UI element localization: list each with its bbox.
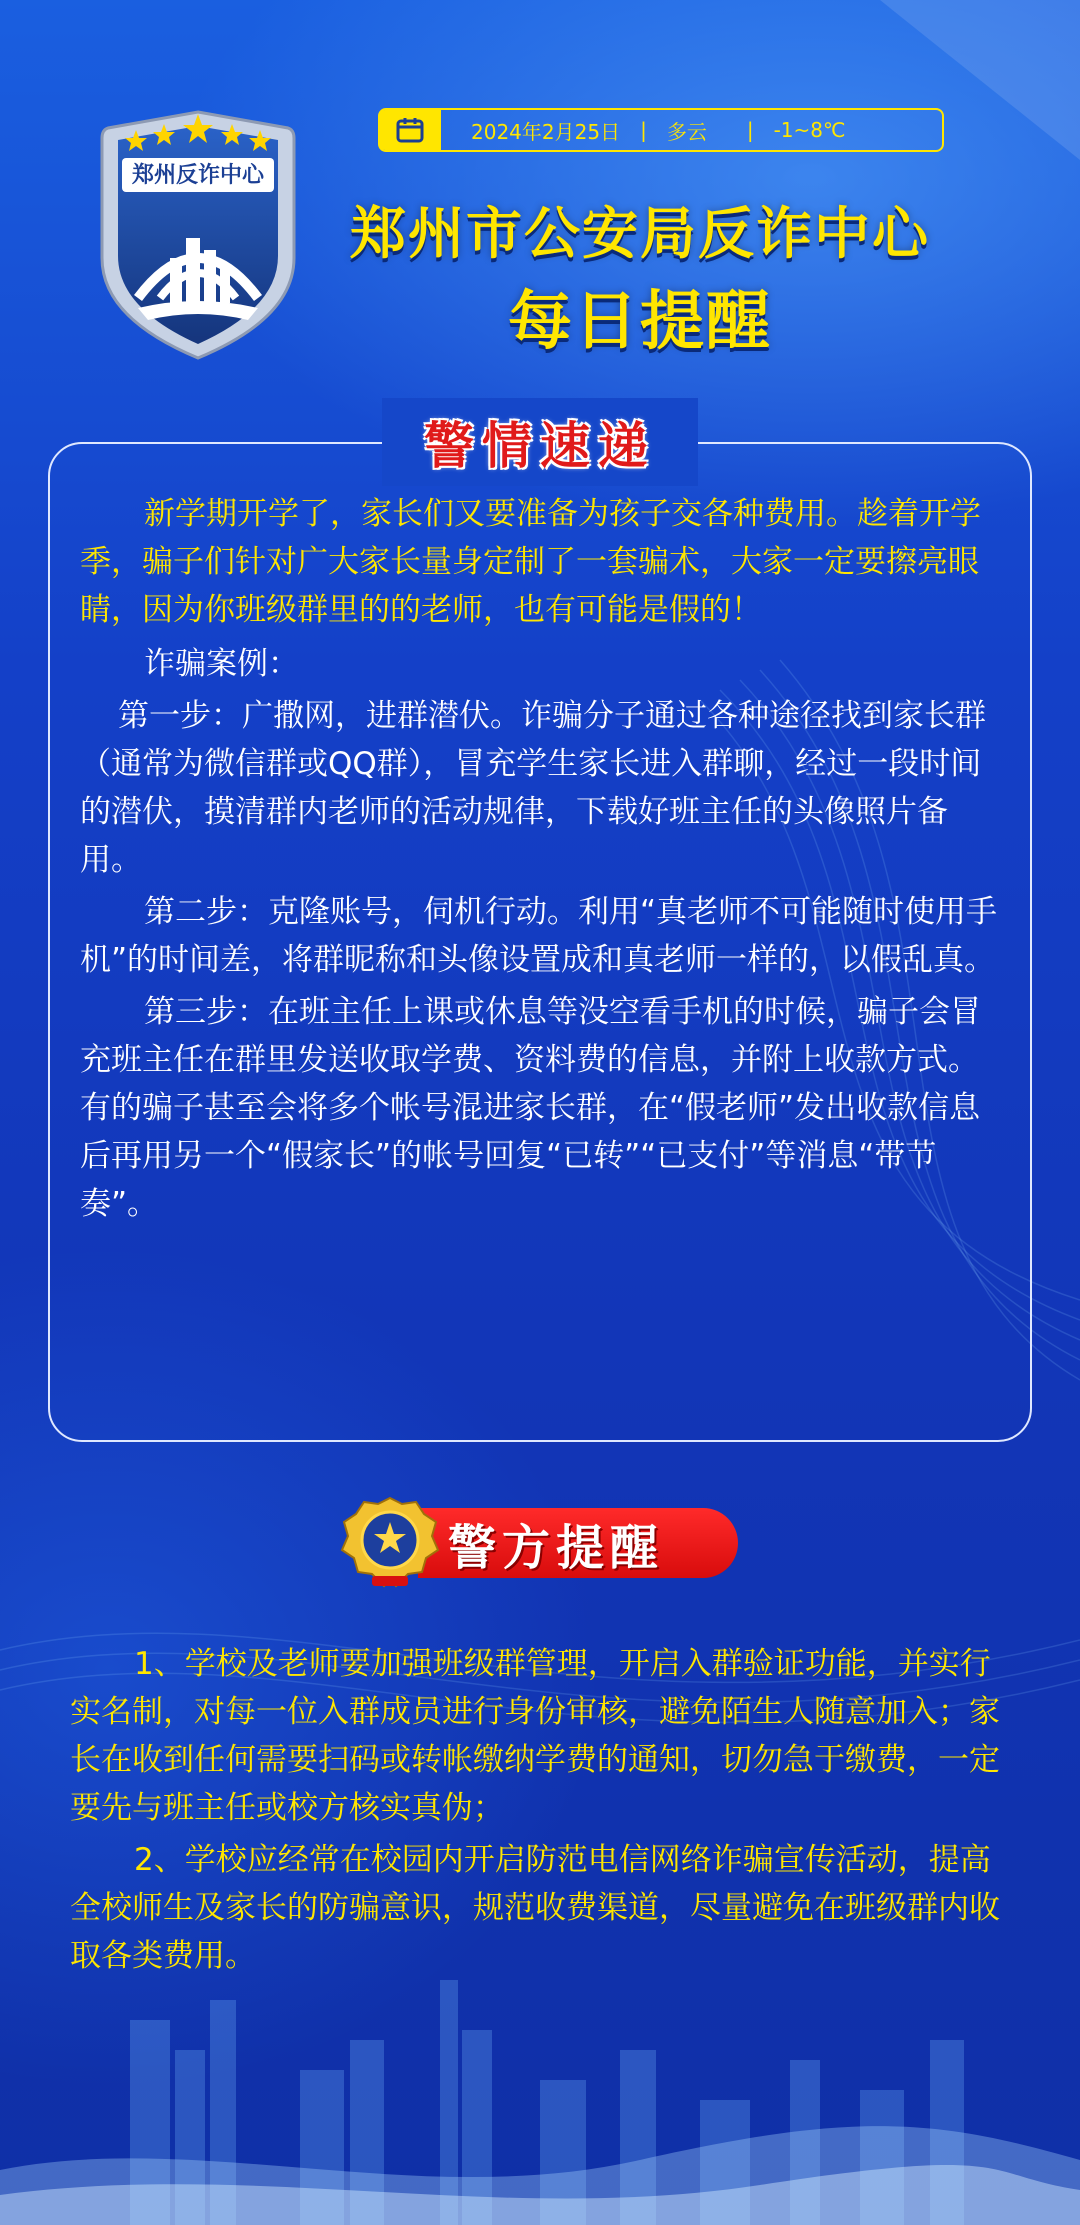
separator: |	[640, 118, 647, 142]
alert-section-header	[382, 398, 698, 486]
temperature-text: -1~8℃	[773, 118, 846, 142]
date-text: 2024年2月25日	[471, 119, 621, 144]
badge-label: 郑州反诈中心	[131, 163, 265, 188]
case-step-3: 第三步：在班主任上课或休息等没空看手机的时候，骗子会冒充班主任在群里发送收取学费、资料费的信息，并附上收款方式。有的骗子甚至会将多个帐号混进家长群，在“假老师”发出收款信息后再用另一个“假家长”的帐号回复“已转”“已支付”等消息“带节奏”。	[80, 994, 981, 1222]
police-item-2: 2、学校应经常在校园内开启防范电信网络诈骗宣传活动，提高全校师生及家长的防骗意识，规范收费渠道，尽量避免在班级群内收取各类费用。	[70, 1842, 1000, 1974]
case-step-2: 第二步：克隆账号，伺机行动。利用“真老师不可能随时使用手机”的时间差，将群昵称和头像设置成和真老师一样的，以假乱真。	[80, 894, 998, 978]
date-weather-bar	[378, 108, 944, 152]
alert-intro: 新学期开学了，家长们又要准备为孩子交各种费用。趁着开学季，骗子们针对广大家长量身定制了一套骗术，大家一定要擦亮眼睛，因为你班级群里的的老师，也有可能是假的！	[80, 496, 981, 628]
separator: |	[746, 118, 754, 142]
weather-text: 多云	[666, 119, 707, 144]
page-subtitle: 每日提醒	[508, 285, 772, 359]
calendar-icon	[379, 110, 441, 150]
police-item-1: 1、学校及老师要加强班级群管理，开启入群验证功能，并实行实名制，对每一位入群成员进行身份审核，避免陌生人随意加入；家长在收到任何需要扫码或转帐缴纳学费的通知，切勿急于缴费，一定要先与班主任或校方核实真伪；	[70, 1646, 1000, 1826]
police-content	[70, 1640, 1010, 1980]
police-emblem-icon	[338, 1494, 442, 1592]
alert-content	[80, 490, 1000, 1228]
page-title: 郑州市公安局反诈中心	[350, 202, 930, 267]
case-step-1: 第一步：广撒网，进群潜伏。诈骗分子通过各种途径找到家长群（通常为微信群或QQ群），冒充学生家长进入群聊，经过一段时间的潜伏，摸清群内老师的活动规律，下载好班主任的头像照片备用。	[80, 698, 986, 878]
police-section-header	[418, 1508, 738, 1578]
city-skyline-decoration	[0, 1960, 1080, 2225]
case-label: 诈骗案例：	[144, 646, 299, 682]
police-section-title: 警方提醒	[448, 1519, 665, 1576]
anti-fraud-center-badge	[98, 108, 298, 363]
alert-section-title: 警情速递	[424, 417, 656, 475]
